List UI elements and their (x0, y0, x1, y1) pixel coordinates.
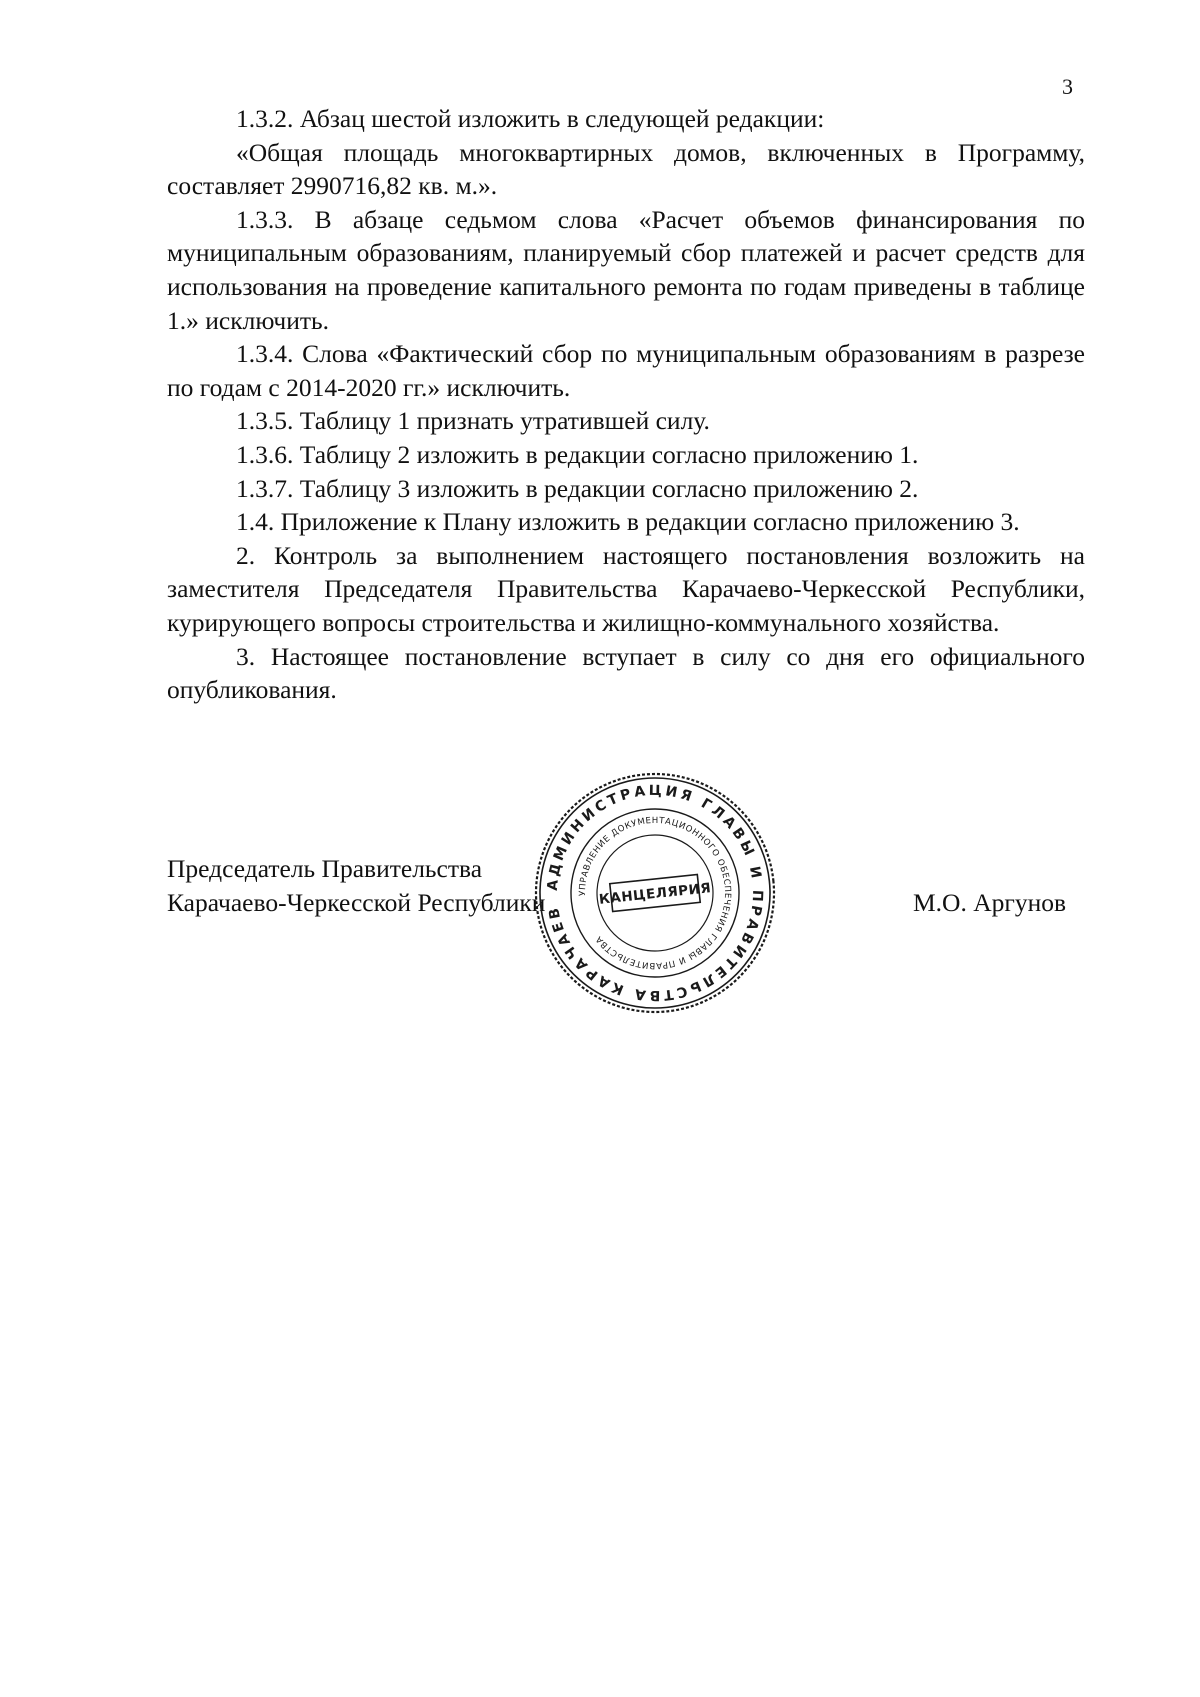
paragraph-1-3-6: 1.3.6. Таблицу 2 изложить в редакции согласно приложению 1. (236, 439, 919, 469)
document-body (167, 102, 1085, 707)
paragraph-1-4: 1.4. Приложение к Плану изложить в редакции согласно приложению 3. (236, 507, 1020, 537)
signatory-name: М.О. Аргунов (913, 888, 1067, 917)
svg-text:УПРАВЛЕНИЕ ДОКУМЕНТАЦИОННОГО О: УПРАВЛЕНИЕ ДОКУМЕНТАЦИОННОГО ОБЕСПЕЧЕНИЯ ГЛАВЫ И ПРАВИТЕЛЬСТВА (577, 815, 733, 971)
paragraph-1-3-5: 1.3.5. Таблицу 1 признать утратившей силу. (236, 406, 710, 436)
signatory-position (167, 852, 545, 919)
official-seal-stamp (532, 770, 778, 1016)
signatory-position-line-2: Карачаево-Черкесской Республики (167, 887, 546, 917)
paragraph-1-3-7: 1.3.7. Таблицу 3 изложить в редакции согласно приложению 2. (236, 473, 919, 503)
seal-icon (532, 770, 778, 1016)
page-number: 3 (1062, 74, 1073, 99)
paragraph-1-3-3: 1.3.3. В абзаце седьмом слова «Расчет объемов финансирования по муниципальным образованиям, планируемый сбор платежей и расчет средств для использования на проведение капитального ремонта по годам приведены в таблице 1.» исключить. (167, 204, 1085, 335)
svg-text:КАНЦЕЛЯРИЯ: КАНЦЕЛЯРИЯ (598, 880, 712, 908)
paragraph-1-3-4: 1.3.4. Слова «Фактический сбор по муниципальным образованиям в разрезе по годам с 2014-2020 гг.» исключить. (167, 339, 1085, 402)
svg-text:АДМИНИСТРАЦИЯ ГЛАВЫ И ПРАВИТЕЛ: АДМИНИСТРАЦИЯ ГЛАВЫ И ПРАВИТЕЛЬСТВА КАРАЧАЕВО-ЧЕРКЕССКОЙ (544, 782, 766, 1004)
paragraph-1-3-2: 1.3.2. Абзац шестой изложить в следующей редакции: (236, 104, 825, 133)
signatory-position-line-1: Председатель Правительства (167, 854, 483, 883)
paragraph-3-effective: 3. Настоящее постановление вступает в силу со дня его официального опубликования. (167, 641, 1085, 705)
paragraph-quote-area: «Общая площадь многоквартирных домов, включенных в Программу, составляет 2990716,82 кв. м.». (167, 137, 1085, 201)
paragraph-2-control: 2. Контроль за выполнением настоящего постановления возложить на заместителя Председателя Правительства Карачаево-Черкесской Республики, курирующего вопросы строительства и жилищно-коммунального хозяйства. (167, 540, 1085, 637)
